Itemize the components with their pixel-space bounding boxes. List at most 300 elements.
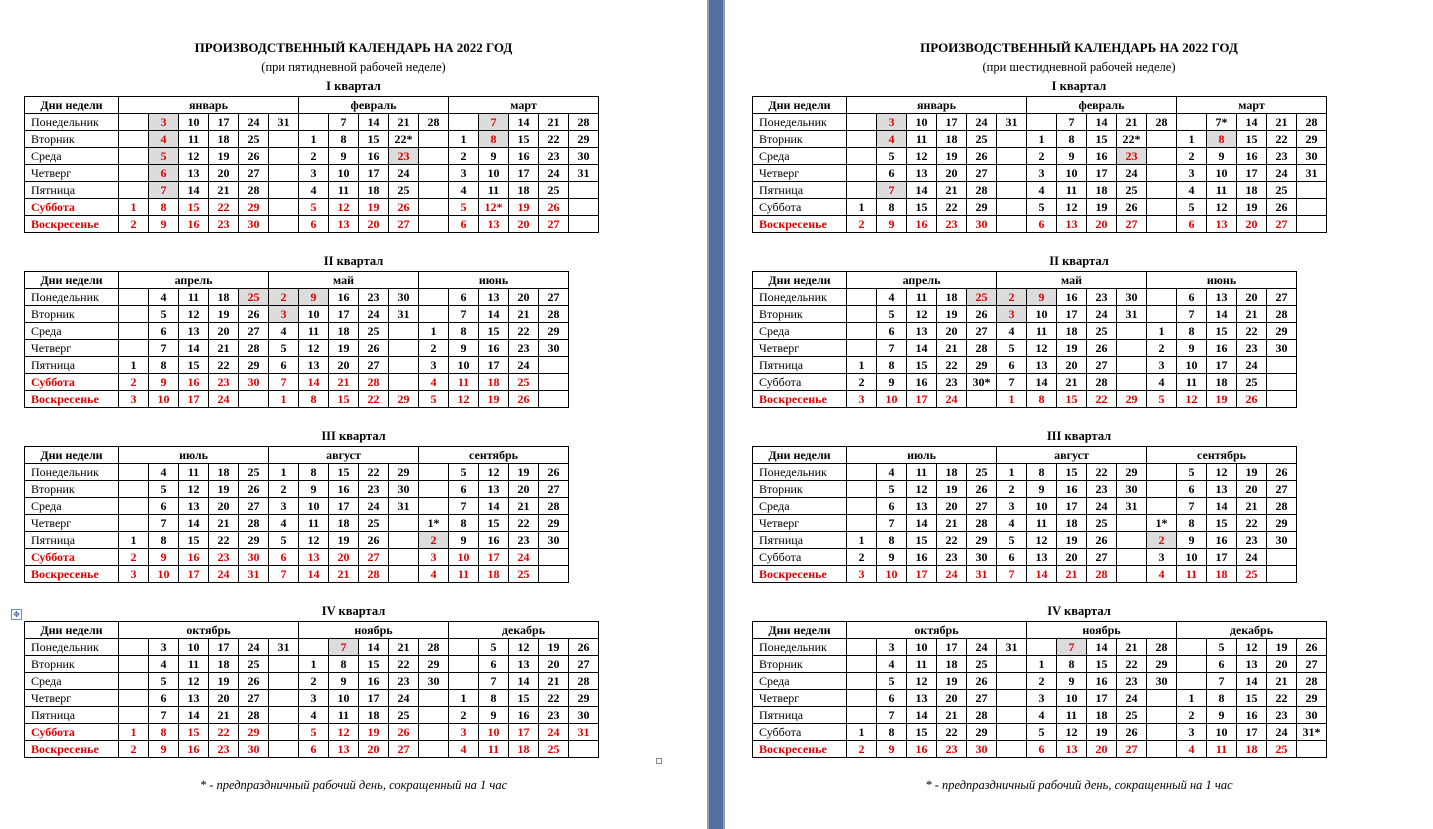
day-cell: 17 (329, 306, 359, 323)
table-row (753, 673, 1327, 690)
day-cell: 12 (329, 199, 359, 216)
weekday-column-header: Дни недели (25, 447, 119, 464)
day-cell (269, 165, 299, 182)
day-cell: 15 (1057, 464, 1087, 481)
day-cell: 7 (1207, 673, 1237, 690)
quarter-heading: I квартал (1051, 79, 1107, 93)
day-cell: 31 (1297, 165, 1327, 182)
day-cell: 25 (1087, 323, 1117, 340)
day-cell: 28 (1297, 673, 1327, 690)
day-cell: 30 (1117, 481, 1147, 498)
day-cell: 9 (149, 549, 179, 566)
page-title: ПРОИЗВОДСТВЕННЫЙ КАЛЕНДАРЬ НА 2022 ГОД (194, 40, 513, 55)
month-header: февраль (299, 97, 449, 114)
day-cell: 31 (239, 566, 269, 583)
day-cell: 30 (1117, 289, 1147, 306)
day-cell: 17 (907, 566, 937, 583)
day-cell: 18 (509, 741, 539, 758)
day-cell: 23 (937, 741, 967, 758)
day-cell: 28 (967, 340, 997, 357)
day-cell (419, 690, 449, 707)
day-cell: 6 (149, 165, 179, 182)
day-cell: 28 (419, 114, 449, 131)
day-cell: 24 (509, 549, 539, 566)
day-cell: 15 (179, 724, 209, 741)
day-cell: 28 (1267, 306, 1297, 323)
day-cell: 30 (1267, 532, 1297, 549)
day-cell (389, 323, 419, 340)
day-cell: 14 (1087, 114, 1117, 131)
day-cell (119, 707, 149, 724)
day-cell: 25 (539, 182, 569, 199)
day-cell: 19 (1057, 532, 1087, 549)
day-cell: 29 (1297, 690, 1327, 707)
weekday-label: Пятница (25, 357, 119, 374)
day-cell: 22 (509, 515, 539, 532)
day-cell (1297, 216, 1327, 233)
day-cell: 2 (269, 289, 299, 306)
day-cell: 4 (269, 515, 299, 532)
day-cell: 28 (1087, 566, 1117, 583)
day-cell (1297, 199, 1327, 216)
table-row (25, 464, 569, 481)
day-cell: 14 (179, 707, 209, 724)
day-cell: 4 (997, 515, 1027, 532)
day-cell: 19 (209, 481, 239, 498)
day-cell: 17 (907, 391, 937, 408)
day-cell: 19 (209, 306, 239, 323)
day-cell: 10 (479, 165, 509, 182)
weekday-label: Суббота (753, 549, 847, 566)
day-cell (269, 741, 299, 758)
weekday-label: Воскресенье (753, 216, 847, 233)
day-cell: 19 (329, 340, 359, 357)
table-row (753, 357, 1297, 374)
day-cell: 6 (877, 165, 907, 182)
day-cell: 18 (209, 464, 239, 481)
day-cell: 17 (209, 114, 239, 131)
day-cell: 1 (119, 199, 149, 216)
table-row (25, 707, 599, 724)
day-cell: 12 (1027, 532, 1057, 549)
day-cell: 10 (1207, 724, 1237, 741)
day-cell: 1 (997, 464, 1027, 481)
table-row (25, 724, 599, 741)
day-cell: 10 (877, 391, 907, 408)
day-cell: 30 (239, 216, 269, 233)
day-cell: 12 (179, 148, 209, 165)
day-cell: 19 (479, 391, 509, 408)
day-cell: 28 (1267, 498, 1297, 515)
day-cell: 18 (1207, 566, 1237, 583)
day-cell: 16 (509, 707, 539, 724)
weekday-label: Четверг (753, 165, 847, 182)
day-cell: 12 (907, 148, 937, 165)
footnote: * - предпраздничный рабочий день, сокращенный на 1 час (925, 778, 1233, 792)
day-cell: 29 (239, 357, 269, 374)
quarter-heading: III квартал (321, 429, 386, 443)
weekday-label: Среда (753, 498, 847, 515)
day-cell: 2 (1147, 340, 1177, 357)
day-cell (119, 148, 149, 165)
day-cell: 27 (569, 656, 599, 673)
day-cell: 29 (967, 532, 997, 549)
weekday-label: Четверг (25, 165, 119, 182)
day-cell: 14 (179, 515, 209, 532)
weekday-label: Пятница (753, 707, 847, 724)
table-row (25, 374, 569, 391)
day-cell: 14 (907, 340, 937, 357)
day-cell: 9 (1177, 532, 1207, 549)
weekday-column-header: Дни недели (753, 97, 847, 114)
page-title: ПРОИЗВОДСТВЕННЫЙ КАЛЕНДАРЬ НА 2022 ГОД (920, 40, 1238, 55)
day-cell: 14 (179, 340, 209, 357)
day-cell: 5 (1177, 199, 1207, 216)
day-cell: 21 (1267, 673, 1297, 690)
day-cell: 9 (1207, 707, 1237, 724)
day-cell: 16 (329, 289, 359, 306)
day-cell: 15 (179, 532, 209, 549)
table-resize-handle[interactable] (656, 758, 662, 764)
day-cell: 21 (389, 114, 419, 131)
table-row (753, 566, 1297, 583)
day-cell (419, 182, 449, 199)
day-cell: 6 (449, 216, 479, 233)
day-cell: 21 (539, 673, 569, 690)
document-page-six-day (725, 0, 1433, 829)
day-cell: 9 (877, 374, 907, 391)
day-cell: 27 (239, 498, 269, 515)
day-cell: 25 (1237, 374, 1267, 391)
day-cell: 16 (1207, 532, 1237, 549)
day-cell: 8 (1027, 391, 1057, 408)
weekday-label: Суббота (25, 724, 119, 741)
weekday-label: Среда (25, 673, 119, 690)
day-cell: 28 (539, 498, 569, 515)
day-cell: 21 (329, 374, 359, 391)
month-header: ноябрь (299, 622, 449, 639)
day-cell: 4 (449, 741, 479, 758)
day-cell: 20 (1237, 289, 1267, 306)
month-header: апрель (119, 272, 269, 289)
day-cell: 2 (847, 741, 877, 758)
day-cell: 12 (179, 673, 209, 690)
weekday-label: Воскресенье (25, 741, 119, 758)
day-cell: 18 (937, 289, 967, 306)
day-cell: 5 (1207, 639, 1237, 656)
day-cell: 7 (449, 306, 479, 323)
day-cell: 18 (937, 131, 967, 148)
day-cell: 5 (997, 340, 1027, 357)
day-cell: 11 (179, 131, 209, 148)
weekday-label: Пятница (753, 182, 847, 199)
day-cell: 7 (149, 182, 179, 199)
day-cell: 21 (1057, 374, 1087, 391)
day-cell (539, 374, 569, 391)
day-cell: 2 (847, 374, 877, 391)
day-cell: 13 (179, 690, 209, 707)
weekday-label: Воскресенье (753, 741, 847, 758)
day-cell: 25 (539, 741, 569, 758)
day-cell: 7 (149, 707, 179, 724)
day-cell: 29 (539, 515, 569, 532)
day-cell: 27 (967, 690, 997, 707)
weekday-column-header: Дни недели (753, 447, 847, 464)
day-cell: 1 (1147, 323, 1177, 340)
day-cell: 24 (359, 498, 389, 515)
day-cell: 5 (877, 481, 907, 498)
day-cell: 6 (449, 481, 479, 498)
day-cell (419, 464, 449, 481)
day-cell: 31 (997, 639, 1027, 656)
day-cell: 30 (389, 481, 419, 498)
weekday-label: Среда (753, 673, 847, 690)
day-cell: 22 (509, 323, 539, 340)
day-cell: 8 (877, 724, 907, 741)
day-cell: 24 (539, 724, 569, 741)
day-cell: 18 (1237, 741, 1267, 758)
day-cell (1147, 216, 1177, 233)
day-cell: 29 (967, 724, 997, 741)
day-cell: 20 (209, 323, 239, 340)
day-cell: 26 (239, 673, 269, 690)
day-cell: 3 (877, 639, 907, 656)
day-cell: 10 (1177, 357, 1207, 374)
day-cell: 4 (1177, 182, 1207, 199)
day-cell: 22 (1237, 323, 1267, 340)
day-cell: 16 (907, 741, 937, 758)
table-row (753, 741, 1327, 758)
day-cell: 6 (269, 357, 299, 374)
day-cell: 29 (569, 690, 599, 707)
day-cell: 22 (1267, 131, 1297, 148)
day-cell: 17 (1237, 724, 1267, 741)
day-cell: 29 (239, 724, 269, 741)
day-cell: 11 (1207, 741, 1237, 758)
day-cell: 5 (299, 724, 329, 741)
day-cell: 1 (269, 464, 299, 481)
day-cell: 9 (299, 289, 329, 306)
day-cell (967, 391, 997, 408)
day-cell: 26 (239, 306, 269, 323)
day-cell: 23 (539, 148, 569, 165)
day-cell: 6 (877, 323, 907, 340)
day-cell: 16 (479, 532, 509, 549)
day-cell: 17 (1207, 549, 1237, 566)
table-row (753, 199, 1327, 216)
day-cell: 24 (539, 165, 569, 182)
day-cell: 26 (967, 148, 997, 165)
day-cell (419, 216, 449, 233)
day-cell (419, 199, 449, 216)
day-cell: 10 (877, 566, 907, 583)
day-cell (449, 656, 479, 673)
day-cell: 7 (997, 566, 1027, 583)
day-cell: 8 (449, 323, 479, 340)
day-cell: 3 (1027, 690, 1057, 707)
day-cell (419, 481, 449, 498)
day-cell (419, 724, 449, 741)
day-cell: 17 (937, 639, 967, 656)
table-row (25, 741, 599, 758)
day-cell: 3 (299, 165, 329, 182)
day-cell: 6 (449, 289, 479, 306)
day-cell: 6 (1177, 216, 1207, 233)
day-cell: 26 (539, 199, 569, 216)
day-cell (119, 690, 149, 707)
day-cell: 8 (1057, 656, 1087, 673)
day-cell: 15 (1087, 656, 1117, 673)
day-cell: 5 (449, 464, 479, 481)
day-cell: 27 (1267, 216, 1297, 233)
table-row (753, 532, 1297, 549)
day-cell: 1 (299, 131, 329, 148)
day-cell: 30 (239, 374, 269, 391)
weekday-column-header: Дни недели (25, 97, 119, 114)
day-cell (847, 165, 877, 182)
day-cell: 11 (1057, 182, 1087, 199)
day-cell: 3 (1027, 165, 1057, 182)
day-cell: 19 (1057, 340, 1087, 357)
day-cell: 2 (419, 340, 449, 357)
day-cell: 24 (937, 391, 967, 408)
day-cell: 7 (1177, 498, 1207, 515)
day-cell (119, 340, 149, 357)
day-cell: 1 (119, 532, 149, 549)
day-cell: 19 (937, 481, 967, 498)
day-cell: 23 (509, 532, 539, 549)
day-cell: 16 (907, 549, 937, 566)
month-header: май (997, 272, 1147, 289)
day-cell (269, 690, 299, 707)
day-cell: 15 (1207, 515, 1237, 532)
table-row (25, 199, 599, 216)
month-header: сентябрь (1147, 447, 1297, 464)
day-cell: 18 (359, 182, 389, 199)
day-cell: 29 (569, 131, 599, 148)
day-cell: 28 (1147, 639, 1177, 656)
day-cell: 27 (239, 690, 269, 707)
day-cell (119, 515, 149, 532)
day-cell: 5 (149, 673, 179, 690)
day-cell: 23 (937, 216, 967, 233)
day-cell: 8 (329, 656, 359, 673)
day-cell: 30 (419, 673, 449, 690)
day-cell: 17 (1087, 690, 1117, 707)
day-cell: 6 (299, 216, 329, 233)
day-cell: 17 (1087, 165, 1117, 182)
day-cell: 1 (269, 391, 299, 408)
day-cell: 26 (1087, 532, 1117, 549)
day-cell: 2 (1177, 707, 1207, 724)
day-cell (847, 131, 877, 148)
day-cell: 10 (1177, 549, 1207, 566)
day-cell: 24 (239, 114, 269, 131)
day-cell: 27 (967, 323, 997, 340)
day-cell: 11 (179, 464, 209, 481)
day-cell: 15 (359, 131, 389, 148)
day-cell: 5 (1027, 724, 1057, 741)
weekday-label: Вторник (25, 131, 119, 148)
day-cell: 9 (877, 549, 907, 566)
day-cell: 24 (1237, 549, 1267, 566)
table-row (753, 481, 1297, 498)
table-row (25, 498, 569, 515)
day-cell: 23 (539, 707, 569, 724)
day-cell (997, 131, 1027, 148)
day-cell: 31 (1117, 498, 1147, 515)
day-cell: 3 (1177, 724, 1207, 741)
day-cell: 26 (967, 673, 997, 690)
day-cell (997, 182, 1027, 199)
weekday-label: Пятница (25, 707, 119, 724)
day-cell: 1 (1177, 131, 1207, 148)
day-cell: 29 (239, 532, 269, 549)
day-cell: 21 (937, 182, 967, 199)
day-cell (1267, 391, 1297, 408)
day-cell: 13 (907, 498, 937, 515)
day-cell (1117, 340, 1147, 357)
day-cell: 27 (359, 549, 389, 566)
day-cell: 13 (179, 498, 209, 515)
day-cell: 2 (269, 481, 299, 498)
day-cell: 14 (359, 114, 389, 131)
day-cell: 4 (1147, 374, 1177, 391)
day-cell: 3 (119, 391, 149, 408)
day-cell: 15 (907, 357, 937, 374)
day-cell: 2 (1147, 532, 1177, 549)
table-move-handle-icon[interactable]: ✥ (11, 609, 22, 620)
day-cell: 6 (877, 498, 907, 515)
day-cell: 14 (359, 639, 389, 656)
table-row (25, 532, 569, 549)
day-cell: 23 (1087, 289, 1117, 306)
day-cell: 22 (1087, 391, 1117, 408)
day-cell: 25 (1087, 515, 1117, 532)
table-row (753, 391, 1297, 408)
day-cell (1177, 673, 1207, 690)
day-cell: 16 (179, 549, 209, 566)
day-cell (269, 724, 299, 741)
day-cell (847, 498, 877, 515)
day-cell: 3 (997, 498, 1027, 515)
day-cell (1147, 707, 1177, 724)
day-cell: 25 (239, 656, 269, 673)
day-cell: 6 (149, 498, 179, 515)
weekday-label: Четверг (25, 690, 119, 707)
day-cell (1267, 357, 1297, 374)
day-cell: 31 (389, 498, 419, 515)
day-cell: 19 (359, 724, 389, 741)
table-row (25, 515, 569, 532)
day-cell: 3 (449, 165, 479, 182)
day-cell: 9 (149, 216, 179, 233)
day-cell: 20 (209, 690, 239, 707)
day-cell: 1 (119, 724, 149, 741)
weekday-label: Вторник (25, 656, 119, 673)
day-cell: 17 (1057, 498, 1087, 515)
day-cell: 30 (1147, 673, 1177, 690)
day-cell (119, 481, 149, 498)
day-cell: 2 (119, 741, 149, 758)
day-cell (449, 673, 479, 690)
day-cell: 8 (1177, 515, 1207, 532)
day-cell: 26 (239, 481, 269, 498)
quarter-heading: III квартал (1046, 429, 1112, 443)
day-cell: 7 (997, 374, 1027, 391)
day-cell: 13 (907, 323, 937, 340)
day-cell: 25 (389, 707, 419, 724)
